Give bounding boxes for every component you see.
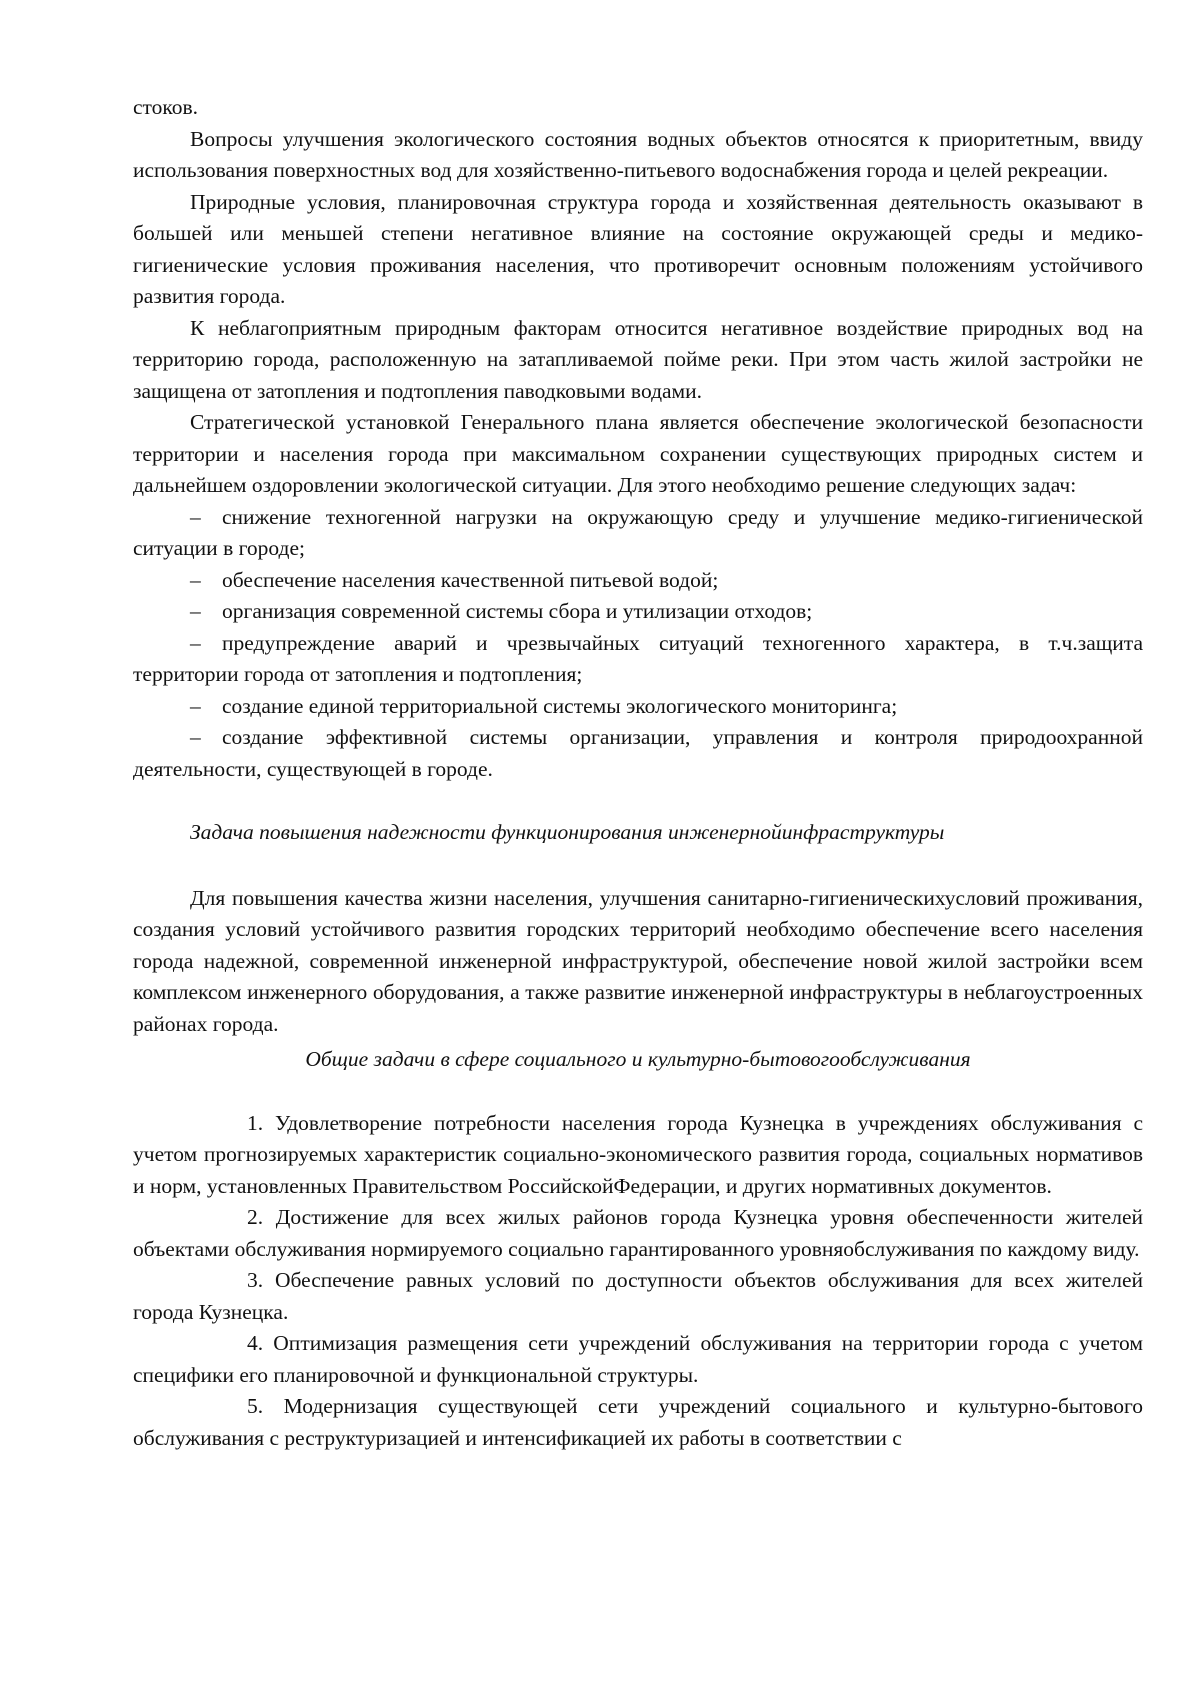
item-number: 3. (247, 1268, 264, 1292)
dash-marker: – (190, 567, 201, 592)
item-text: Достижение для всех жилых районов города Кузнецка уровня обеспеченности жителей объектами обслуживания нормируемого социально гарантированного уровняобслуживания по каждому виду. (133, 1205, 1143, 1261)
list-item-task (133, 722, 1143, 785)
paragraph-strategic-setting: Стратегической установкой Генерального плана является обеспечение экологической безопасности территории и населения города при максимальном сохранении существующих природных систем и дальнейшем оздоровлении экологической ситуации. Для этого необходимо решение следующих задач: (133, 410, 1143, 497)
list-item-text: снижение техногенной нагрузки на окружающую среду и улучшение медико-гигиенической ситуации в городе; (133, 504, 1143, 560)
list-item-text: создание единой территориальной системы экологического мониторинга; (222, 693, 898, 718)
list-item-text: обеспечение населения качественной питьевой водой; (222, 567, 719, 592)
dash-marker: – (190, 693, 201, 718)
numbered-item (133, 1391, 1143, 1454)
dash-marker: – (190, 630, 201, 655)
item-text: Обеспечение равных условий по доступности объектов обслуживания для всех жителей города Кузнецка. (133, 1268, 1144, 1324)
item-number: 1. (247, 1110, 264, 1135)
paragraph-engineering: Для повышения качества жизни населения, улучшения санитарно-гигиеническихусловий проживания, создания условий устойчивого развития городских территорий необходимо обеспечение всего населения города надежной, современной инженерной инфраструктурой, обеспечение новой жилой застройки всем комплексом инженерного оборудования, а также развитие инженерной инфраструктуры в неблагоустроенных районах города. (133, 885, 1143, 1036)
list-item-task (133, 502, 1143, 565)
list-item-task (133, 691, 1143, 723)
item-number: 2. (247, 1205, 264, 1229)
item-text: Модернизация существующей сети учреждений социального и культурно-бытового обслуживания с реструктуризацией и интенсификацией их работы в соответствии с (133, 1394, 1144, 1450)
dash-marker: – (190, 725, 201, 749)
paragraph-continuation: стоков. (133, 95, 199, 119)
dash-marker: – (190, 504, 201, 529)
paragraph-water-objects: Вопросы улучшения экологического состояния водных объектов относятся к приоритетным, ввиду использования поверхностных вод для хозяйственно-питьевого водоснабжения города и целей рекреации. (133, 126, 1143, 182)
item-number: 4. (247, 1331, 264, 1355)
item-text: Удовлетворение потребности населения города Кузнецка в учреждениях обслуживания с учетом прогнозируемых характеристик социально-экономического развития города, социальных нормативов и норм, установленных Правительством РоссийскойФедерации, и других нормативных документов. (133, 1110, 1144, 1198)
numbered-item (133, 1202, 1143, 1265)
paragraph-unfavorable-factors: К неблагоприятным природным факторам относится негативное воздействие природных вод на территорию города, расположенную на затапливаемой пойме реки. При этом часть жилой застройки не защищена от затопления и подтопления паводковыми водами. (133, 315, 1143, 403)
dash-marker: – (190, 599, 201, 623)
item-number: 5. (247, 1394, 264, 1418)
item-text: Оптимизация размещения сети учреждений обслуживания на территории города с учетом специфики его планировочной и функциональной структуры. (133, 1331, 1144, 1387)
list-item-text: организация современной системы сбора и утилизации отходов; (222, 599, 813, 623)
list-item-text: предупреждение аварий и чрезвычайных ситуаций техногенного характера, в т.ч.защита территории города от затопления и подтопления; (133, 630, 1143, 686)
list-item-task (133, 596, 1143, 628)
list-item-text: создание эффективной системы организации, управления и контроля природоохранной деятельности, существующей в городе. (133, 725, 1143, 781)
section-heading-engineering: Задача повышения надежности функционирования инженернойинфраструктуры (190, 820, 945, 844)
list-item-task (133, 628, 1143, 691)
numbered-item (133, 1108, 1143, 1203)
paragraph-natural-conditions: Природные условия, планировочная структура города и хозяйственная деятельность оказывают в большей или меньшей степени негативное влияние на состояние окружающей среды и медико-гигиенические условия проживания населения, что противоречит основным положениям устойчивого развития города. (133, 189, 1143, 308)
numbered-item (133, 1265, 1143, 1328)
document-page (133, 92, 1143, 1454)
list-item-task (133, 565, 1143, 597)
numbered-item (133, 1328, 1143, 1391)
section-heading-social: Общие задачи в сфере социального и культурно-бытовогообслуживания (305, 1047, 971, 1071)
